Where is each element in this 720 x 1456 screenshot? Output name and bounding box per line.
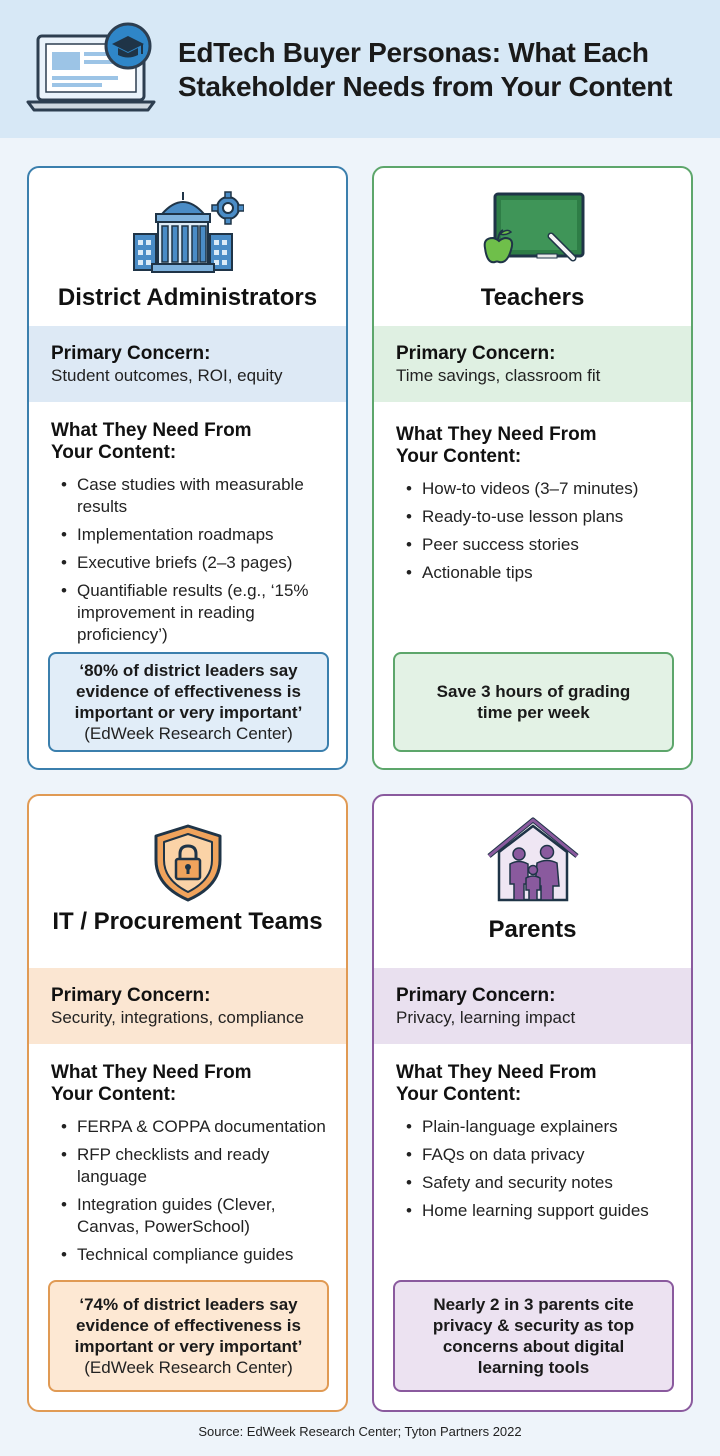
persona-card-teachers xyxy=(372,166,693,770)
list-item: • Peer success stories xyxy=(398,534,686,556)
header-banner xyxy=(0,0,720,138)
list-item: • Case studies with measurable results xyxy=(53,474,341,518)
callout-quote: Save 3 hours of grading time per week xyxy=(436,682,631,722)
needs-heading: What They Need From Your Content: xyxy=(51,1062,252,1105)
list-item: • FAQs on data privacy xyxy=(398,1144,686,1166)
needs-list xyxy=(396,478,686,584)
callout-source: (EdWeek Research Center) xyxy=(84,1358,293,1377)
primary-concern-panel xyxy=(29,326,346,402)
callout-box xyxy=(393,652,674,752)
persona-title: Parents xyxy=(488,916,577,943)
list-item: • Quantifiable results (e.g., ‘15% improvement in reading proficiency’) xyxy=(53,580,341,646)
needs-heading: What They Need From Your Content: xyxy=(51,420,252,463)
needs-section xyxy=(51,1062,341,1272)
callout-box xyxy=(393,1280,674,1392)
list-item: • Technical compliance guides xyxy=(53,1244,341,1266)
list-item: • Plain-language explainers xyxy=(398,1116,686,1138)
list-item: • Executive briefs (2–3 pages) xyxy=(53,552,341,574)
persona-card-parents xyxy=(372,794,693,1412)
callout-quote: Nearly 2 in 3 parents cite privacy & security as top concerns about digital learning tools xyxy=(432,1295,635,1377)
chalkboard-apple-icon xyxy=(481,192,585,272)
list-item: • Implementation roadmaps xyxy=(53,524,341,546)
needs-heading: What They Need From Your Content: xyxy=(396,1062,597,1105)
primary-concern-text: Student outcomes, ROI, equity xyxy=(51,366,283,385)
primary-concern-text: Security, integrations, compliance xyxy=(51,1008,304,1027)
page-title: EdTech Buyer Personas: What Each Stakeholder Needs from Your Content xyxy=(178,37,673,102)
callout-quote: ‘80% of district leaders say evidence of effectiveness is important or very important’ xyxy=(74,661,303,722)
house-family-icon xyxy=(485,816,581,904)
needs-section xyxy=(396,1062,686,1228)
persona-title: Teachers xyxy=(480,284,585,311)
list-item: • How-to videos (3–7 minutes) xyxy=(398,478,686,500)
source-footnote: Source: EdWeek Research Center; Tyton Partners 2022 xyxy=(198,1424,522,1439)
persona-title: District Administrators xyxy=(57,284,318,311)
needs-list xyxy=(51,1116,341,1266)
primary-concern-panel xyxy=(374,968,691,1044)
primary-concern-text: Privacy, learning impact xyxy=(396,1008,576,1027)
list-item: • Home learning support guides xyxy=(398,1200,686,1222)
list-item: • Integration guides (Clever, Canvas, PowerSchool) xyxy=(53,1194,341,1238)
primary-concern-label: Primary Concern: xyxy=(396,985,556,1006)
list-item: • Actionable tips xyxy=(398,562,686,584)
list-item: • Safety and security notes xyxy=(398,1172,686,1194)
laptop-graduation-cap-icon xyxy=(26,22,166,118)
needs-section xyxy=(51,420,341,652)
callout-quote: ‘74% of district leaders say evidence of effectiveness is important or very important’ xyxy=(74,1295,303,1356)
callout-box xyxy=(48,1280,329,1392)
persona-card-it-procurement xyxy=(27,794,348,1412)
persona-title: IT / Procurement Teams xyxy=(52,908,323,935)
primary-concern-label: Primary Concern: xyxy=(51,343,211,364)
callout-box xyxy=(48,652,329,752)
persona-card-district-administrators xyxy=(27,166,348,770)
primary-concern-label: Primary Concern: xyxy=(396,343,556,364)
list-item: • Ready-to-use lesson plans xyxy=(398,506,686,528)
needs-heading: What They Need From Your Content: xyxy=(396,424,597,467)
list-item: • RFP checklists and ready language xyxy=(53,1144,293,1188)
primary-concern-label: Primary Concern: xyxy=(51,985,211,1006)
callout-source: (EdWeek Research Center) xyxy=(84,724,293,743)
needs-section xyxy=(396,424,686,590)
needs-list xyxy=(51,474,341,646)
needs-list xyxy=(396,1116,686,1222)
shield-lock-icon xyxy=(150,822,226,902)
primary-concern-panel xyxy=(374,326,691,402)
primary-concern-text: Time savings, classroom fit xyxy=(396,366,601,385)
list-item: • FERPA & COPPA documentation xyxy=(53,1116,341,1138)
government-building-gear-icon xyxy=(132,188,244,274)
primary-concern-panel xyxy=(29,968,346,1044)
